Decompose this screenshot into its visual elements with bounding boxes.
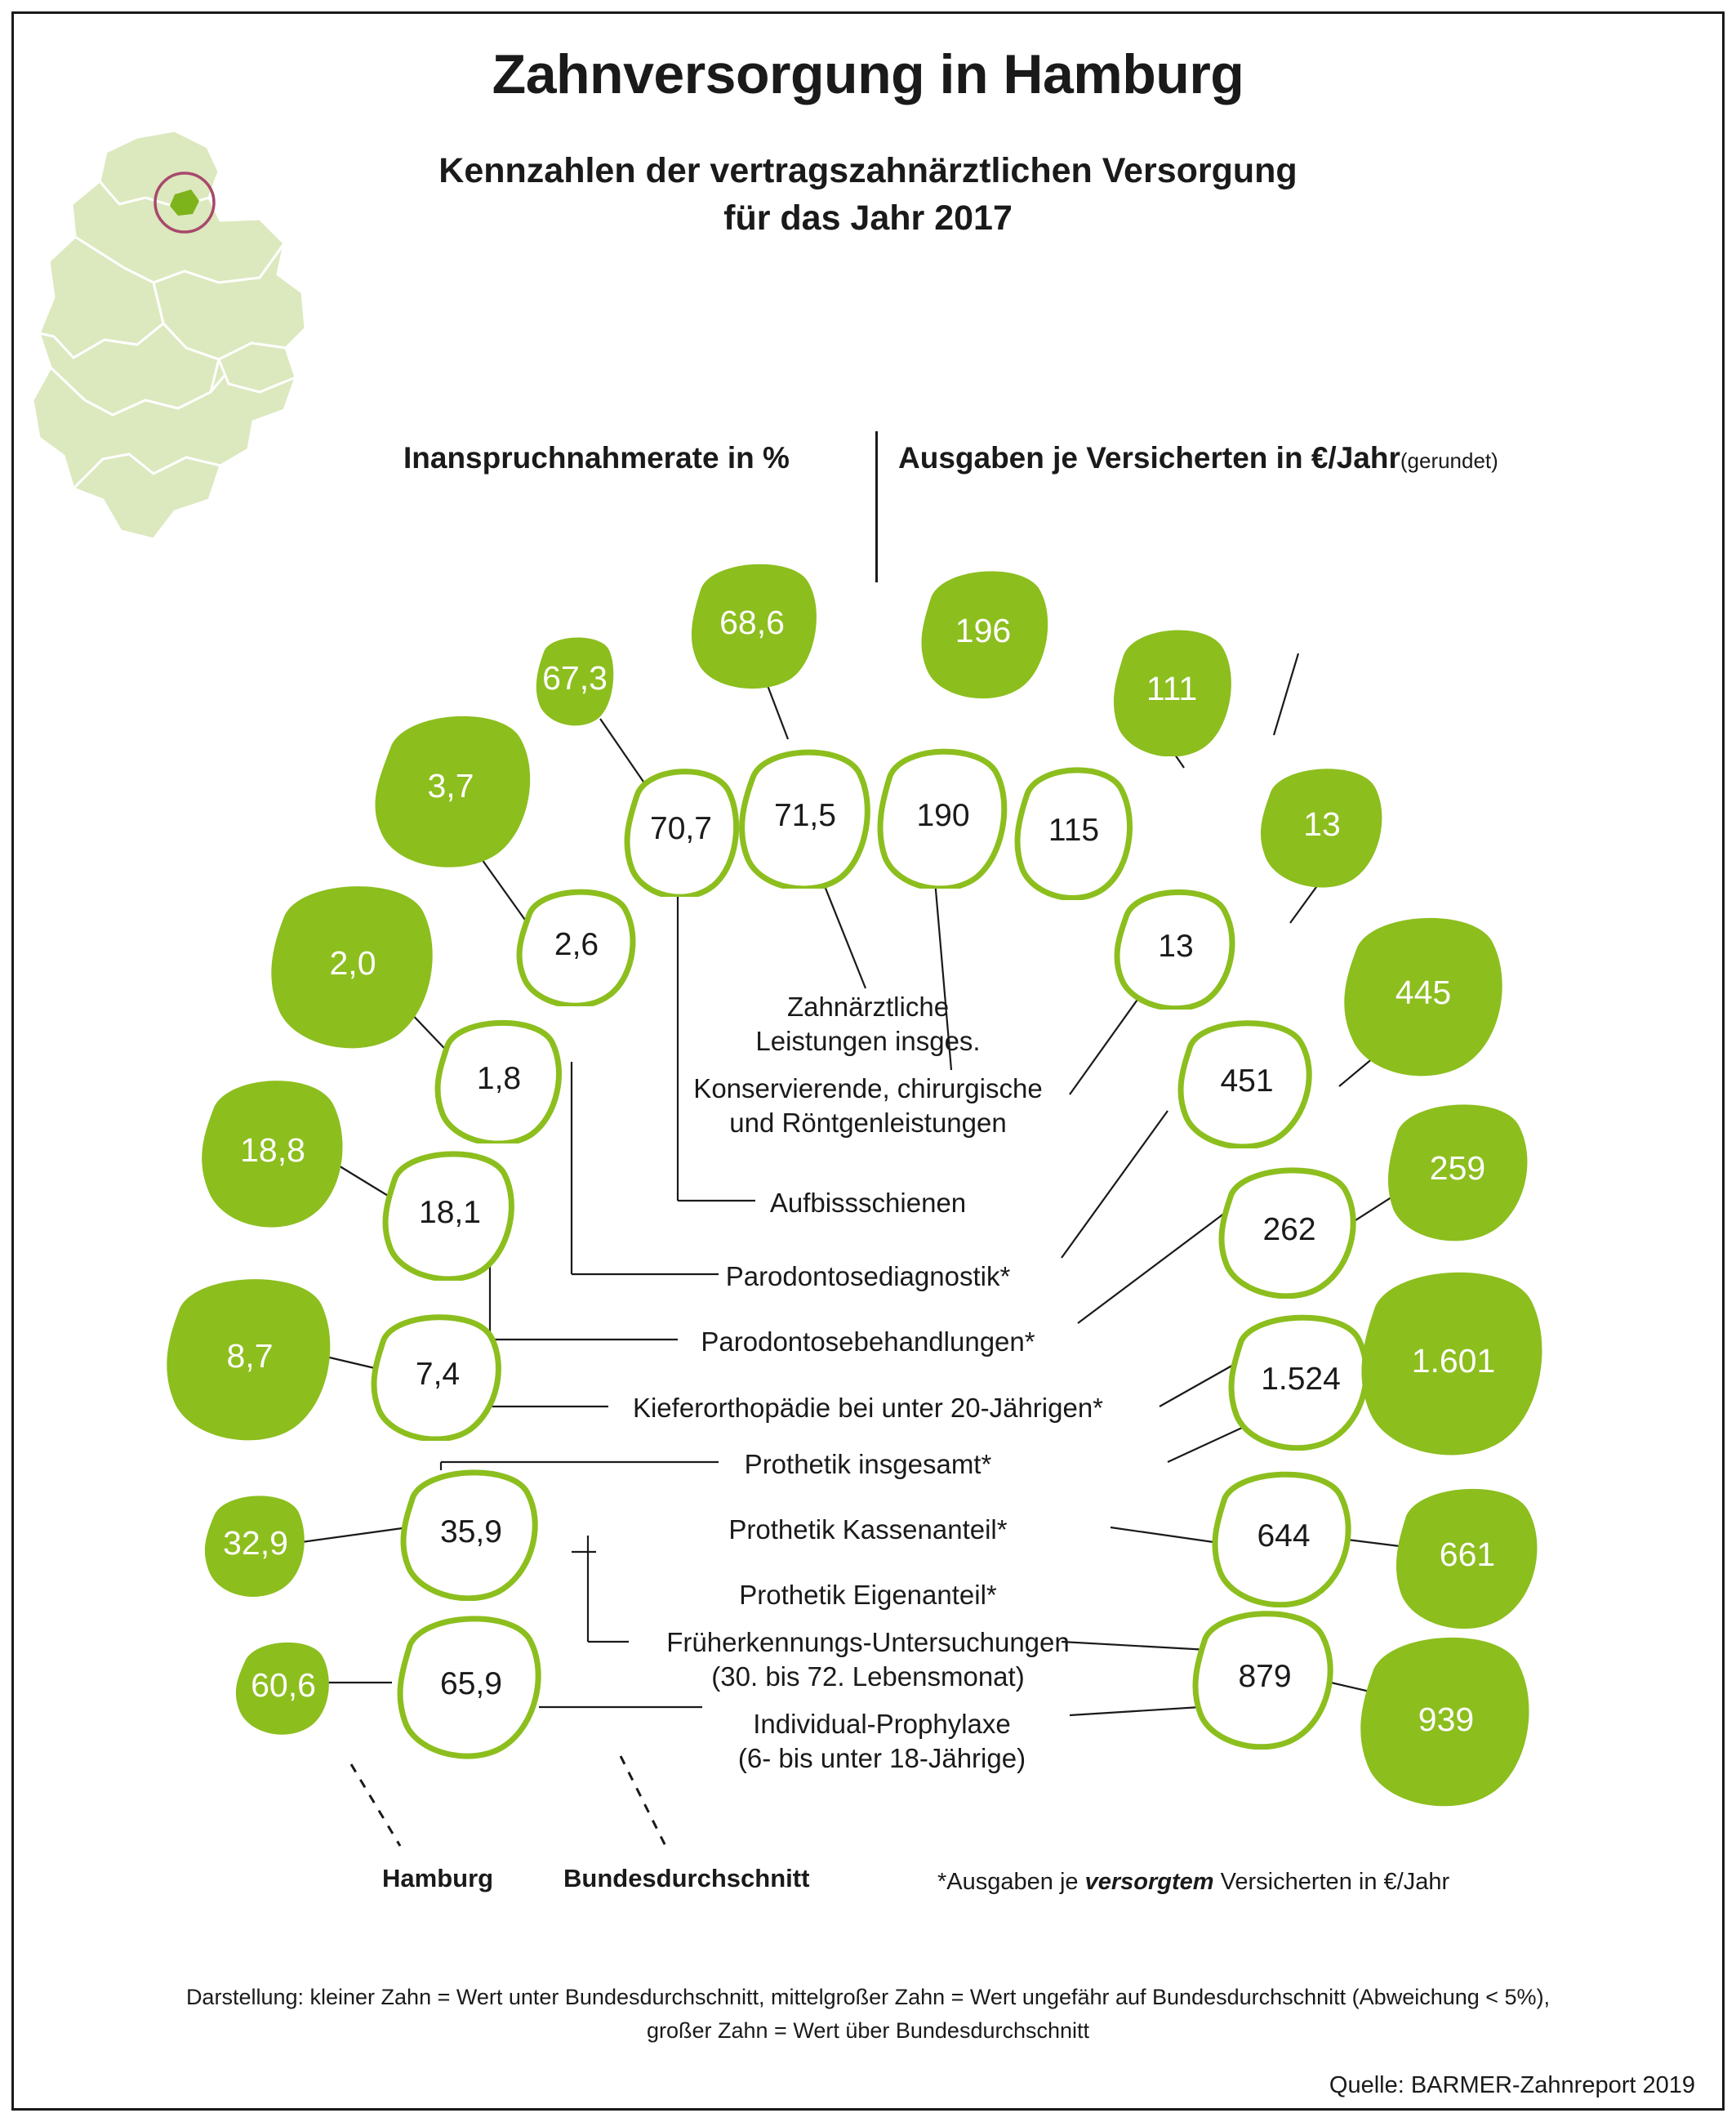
label-line-1: Zahnärztliche <box>786 992 950 1022</box>
category-label-prothetik-eigenanteil: Prothetik Eigenanteil* <box>739 1580 997 1610</box>
footnote-prefix: *Ausgaben je <box>937 1869 1085 1895</box>
tooth-hamburg-rate-zahnaerztlich <box>684 555 820 689</box>
tooth-bund-rate-zahnaerztlich <box>737 742 874 889</box>
tooth-value: 262 <box>1262 1211 1316 1247</box>
tooth-bund-rate-konservierend <box>622 760 740 897</box>
tooth-value: 196 <box>955 611 1012 649</box>
tooth-bund-rate-aufbiss <box>514 882 639 1006</box>
tooth-bund-rate-parodiag <box>433 1013 565 1143</box>
tooth-value: 70,7 <box>650 810 712 846</box>
tooth-hamburg-rate-frueherkennung <box>203 1488 309 1598</box>
tooth-hamburg-euro-kfo <box>1355 1259 1551 1462</box>
category-label-aufbissschienen: Aufbissschienen <box>769 1188 967 1218</box>
tooth-bund-euro-aufbiss <box>1112 882 1240 1010</box>
tooth-hamburg-euro-parodiag <box>1339 907 1507 1078</box>
category-label-individualprophylaxe <box>738 1707 1026 1776</box>
tooth-value: 65,9 <box>440 1665 502 1701</box>
category-label-konservierende <box>693 1072 1042 1140</box>
label-line-2: (6- bis unter 18-Jährige) <box>737 1743 1026 1774</box>
tooth-hamburg-euro-aufbiss <box>1256 760 1388 889</box>
column-heading-rate: Inanspruchnahmerate in % <box>403 441 790 475</box>
tooth-value: 32,9 <box>223 1523 288 1562</box>
footnote-emphasis: versorgtem <box>1084 1869 1214 1895</box>
tooth-value: 3,7 <box>427 766 474 805</box>
label-line-1: Individual-Prophylaxe <box>753 1709 1011 1739</box>
category-label-kieferorthopaedie: Kieferorthopädie bei unter 20-Jährigen* <box>632 1393 1104 1423</box>
tooth-value: 451 <box>1220 1063 1274 1099</box>
category-label-parodontosediagnostik: Parodontosediagnostik* <box>725 1261 1011 1291</box>
legend-hamburg-label: Hamburg <box>382 1864 494 1892</box>
tooth-value: 60,6 <box>251 1665 316 1704</box>
tooth-value: 111 <box>1146 669 1198 707</box>
footnote-asterisk <box>937 1869 1449 1896</box>
tooth-value: 2,0 <box>329 943 376 982</box>
tooth-value: 1.601 <box>1411 1341 1496 1380</box>
tooth-value: 259 <box>1429 1148 1486 1187</box>
tooth-bund-rate-prophylaxe <box>394 1607 549 1759</box>
tooth-bund-rate-frueherkennung <box>398 1462 544 1601</box>
tooth-bund-euro-zahnaerztlich <box>875 742 1011 889</box>
tooth-hamburg-euro-zahnaerztlich <box>915 562 1052 699</box>
footnote-suffix: Versicherten in €/Jahr <box>1213 1869 1450 1895</box>
tooth-hamburg-rate-kfo <box>163 1268 336 1444</box>
category-label-parodontosebehandlungen: Parodontosebehandlungen* <box>701 1326 1035 1357</box>
tooth-value: 1.524 <box>1261 1361 1341 1397</box>
label-line-2: und Röntgenleistungen <box>729 1108 1007 1139</box>
tooth-hamburg-euro-parobehandlung <box>1382 1094 1533 1242</box>
page-title: Zahnversorgung in Hamburg <box>492 43 1244 105</box>
tooth-bund-rate-parobehandlung <box>381 1143 519 1281</box>
tooth-value: 18,8 <box>240 1130 305 1169</box>
germany-map <box>15 123 349 629</box>
tooth-hamburg-euro-prothetik-eigen <box>1355 1625 1537 1813</box>
note-line-2: großer Zahn = Wert über Bundesdurchschnitt <box>646 2017 1090 2043</box>
subtitle-line-2: für das Jahr 2017 <box>723 198 1013 239</box>
subtitle-line-1: Kennzahlen der vertragszahnärztlichen Versorgung <box>438 151 1298 190</box>
tooth-value: 18,1 <box>419 1194 481 1230</box>
category-label-zahnaerztliche-leistungen <box>755 990 980 1059</box>
tooth-value: 2,6 <box>554 926 599 962</box>
tooth-value: 35,9 <box>440 1513 502 1549</box>
tooth-bund-euro-kfo <box>1225 1307 1377 1451</box>
tooth-value: 661 <box>1439 1535 1496 1573</box>
category-label-frueherkennung <box>666 1625 1069 1694</box>
source-credit: Quelle: BARMER-Zahnreport 2019 <box>1329 2072 1695 2098</box>
tooth-value: 1,8 <box>476 1060 522 1096</box>
column-heading-spend <box>898 441 1498 475</box>
tooth-value: 115 <box>1048 812 1100 848</box>
note-line-1: Darstellung: kleiner Zahn = Wert unter Bundesdurchschnitt, mittelgroßer Zahn = Wert ungefähr auf Bundesdurchschnitt (Abweichung < 5%), <box>185 1985 1551 2009</box>
category-label-prothetik-kassenanteil: Prothetik Kassenanteil* <box>728 1514 1008 1545</box>
tooth-value: 7,4 <box>415 1356 461 1392</box>
tooth-bund-euro-konservierend <box>1013 760 1135 900</box>
tooth-bund-rate-kfo <box>369 1307 506 1441</box>
tooth-value: 190 <box>916 797 970 833</box>
tooth-value: 71,5 <box>774 797 836 833</box>
tooth-value: 13 <box>1158 928 1194 964</box>
label-line-1: Früherkennungs-Untersuchungen <box>666 1627 1070 1657</box>
tooth-value: 8,7 <box>226 1336 274 1375</box>
label-line-2: (30. bis 72. Lebensmonat) <box>711 1661 1025 1692</box>
chart-size-note <box>0 1981 1736 2047</box>
tooth-hamburg-rate-aufbiss <box>369 704 532 867</box>
tooth-bund-euro-parodiag <box>1176 1013 1318 1148</box>
tooth-value: 445 <box>1395 973 1452 1011</box>
tooth-hamburg-euro-prothetik-kasse <box>1390 1478 1545 1630</box>
legend-bundesdurchschnitt-label: Bundesdurchschnitt <box>563 1864 810 1892</box>
column-divider <box>875 431 878 582</box>
tooth-bund-euro-prothetik-eigen <box>1191 1603 1339 1750</box>
tooth-bund-euro-prothetik-kasse <box>1210 1464 1357 1607</box>
tooth-value: 644 <box>1257 1518 1311 1554</box>
label-line-2: Leistungen insges. <box>755 1026 981 1057</box>
tooth-value: 13 <box>1303 805 1341 843</box>
tooth-value: 939 <box>1418 1700 1475 1738</box>
tooth-hamburg-rate-prophylaxe <box>234 1635 333 1735</box>
tooth-bund-euro-parobehandlung <box>1217 1160 1362 1299</box>
tooth-hamburg-rate-konservierend <box>529 629 621 727</box>
tooth-hamburg-rate-parobehandlung <box>199 1070 346 1230</box>
category-label-prothetik-insgesamt: Prothetik insgesamt* <box>744 1449 992 1479</box>
tooth-value: 67,3 <box>542 658 608 697</box>
tooth-hamburg-rate-parodiag <box>266 874 439 1052</box>
tooth-value: 68,6 <box>719 603 785 641</box>
column-heading-spend-text: Ausgaben je Versicherten in €/Jahr <box>898 441 1400 475</box>
column-heading-spend-note: (gerundet) <box>1400 448 1498 473</box>
tooth-value: 879 <box>1238 1658 1292 1694</box>
label-line-1: Konservierende, chirurgische <box>693 1073 1043 1103</box>
tooth-hamburg-euro-konservierend <box>1109 621 1235 756</box>
